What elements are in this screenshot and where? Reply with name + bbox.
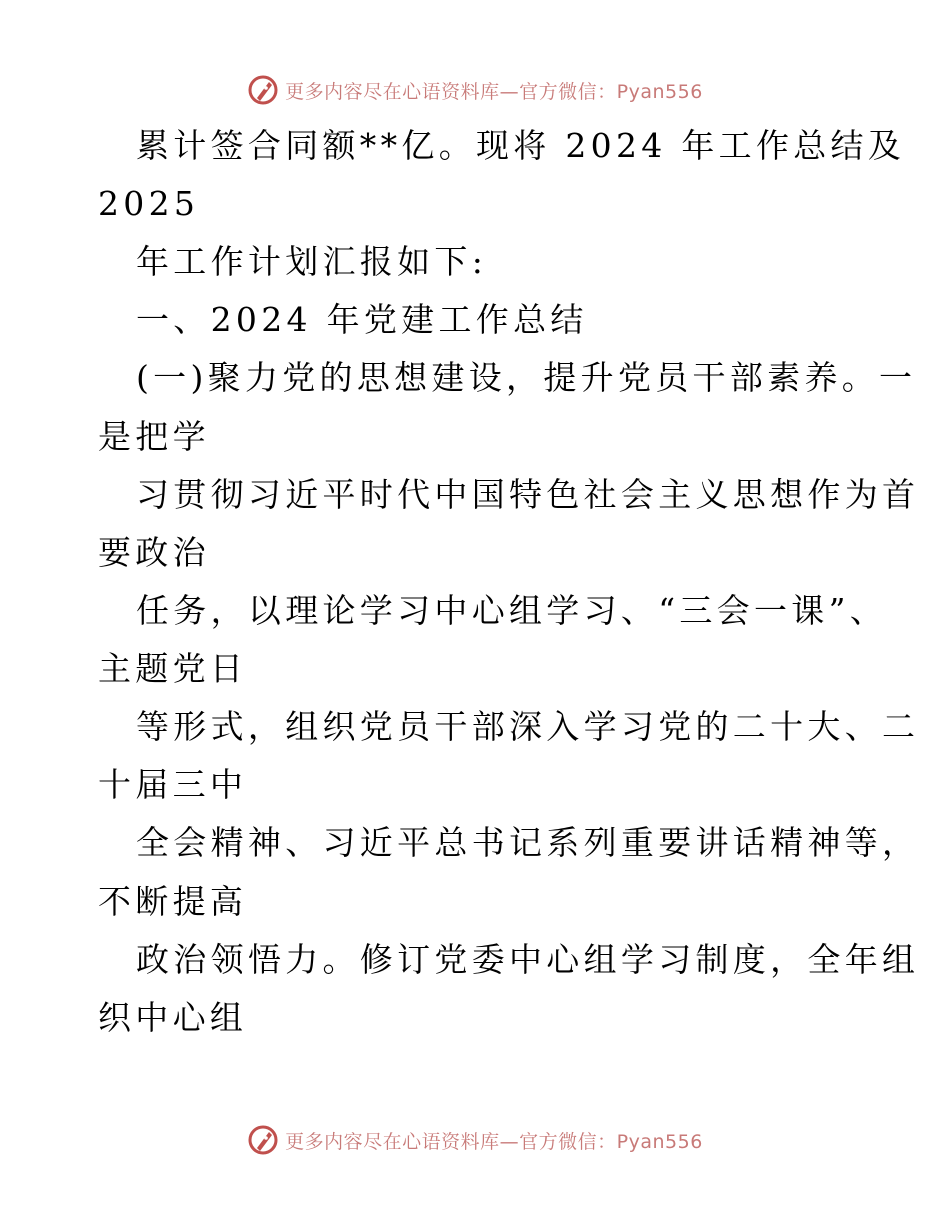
text-line: 任务，以理论学习中心组学习、“三会一课”、 (136, 591, 888, 630)
watermark-text: 更多内容尽在心语资料库—官方微信：Pyan556 (285, 80, 703, 103)
header-watermark-banner (0, 70, 950, 110)
text-line: 主题党日 (98, 649, 248, 688)
text-line: 2025 (98, 184, 200, 223)
text-line: 年工作计划汇报如下: (136, 242, 488, 281)
text-line: 政治领悟力。修订党委中心组学习制度，全年组 (136, 940, 920, 979)
pen-nib-logo-icon (247, 74, 279, 106)
text-line: 是把学 (98, 417, 210, 456)
text-line: 累计签合同额**亿。现将 2024 年工作总结及 (136, 126, 906, 165)
subsection-heading: (一)聚力党的思想建设，提升党员干部素养。一 (136, 358, 917, 397)
footer-watermark-banner (0, 1120, 950, 1160)
text-line: 全会精神、习近平总书记系列重要讲话精神等， (136, 823, 920, 862)
text-line: 织中心组 (98, 998, 248, 1037)
text-line: 不断提高 (98, 882, 248, 921)
text-line: 等形式，组织党员干部深入学习党的二十大、二 (136, 707, 920, 746)
text-line: 习贯彻习近平时代中国特色社会主义思想作为首 (136, 475, 920, 514)
watermark-text: 更多内容尽在心语资料库—官方微信：Pyan556 (285, 1130, 703, 1153)
section-heading: 一、2024 年党建工作总结 (136, 300, 588, 339)
pen-nib-logo-icon (247, 1124, 279, 1156)
text-line: 十届三中 (98, 765, 248, 804)
text-line: 要政治 (98, 533, 210, 572)
